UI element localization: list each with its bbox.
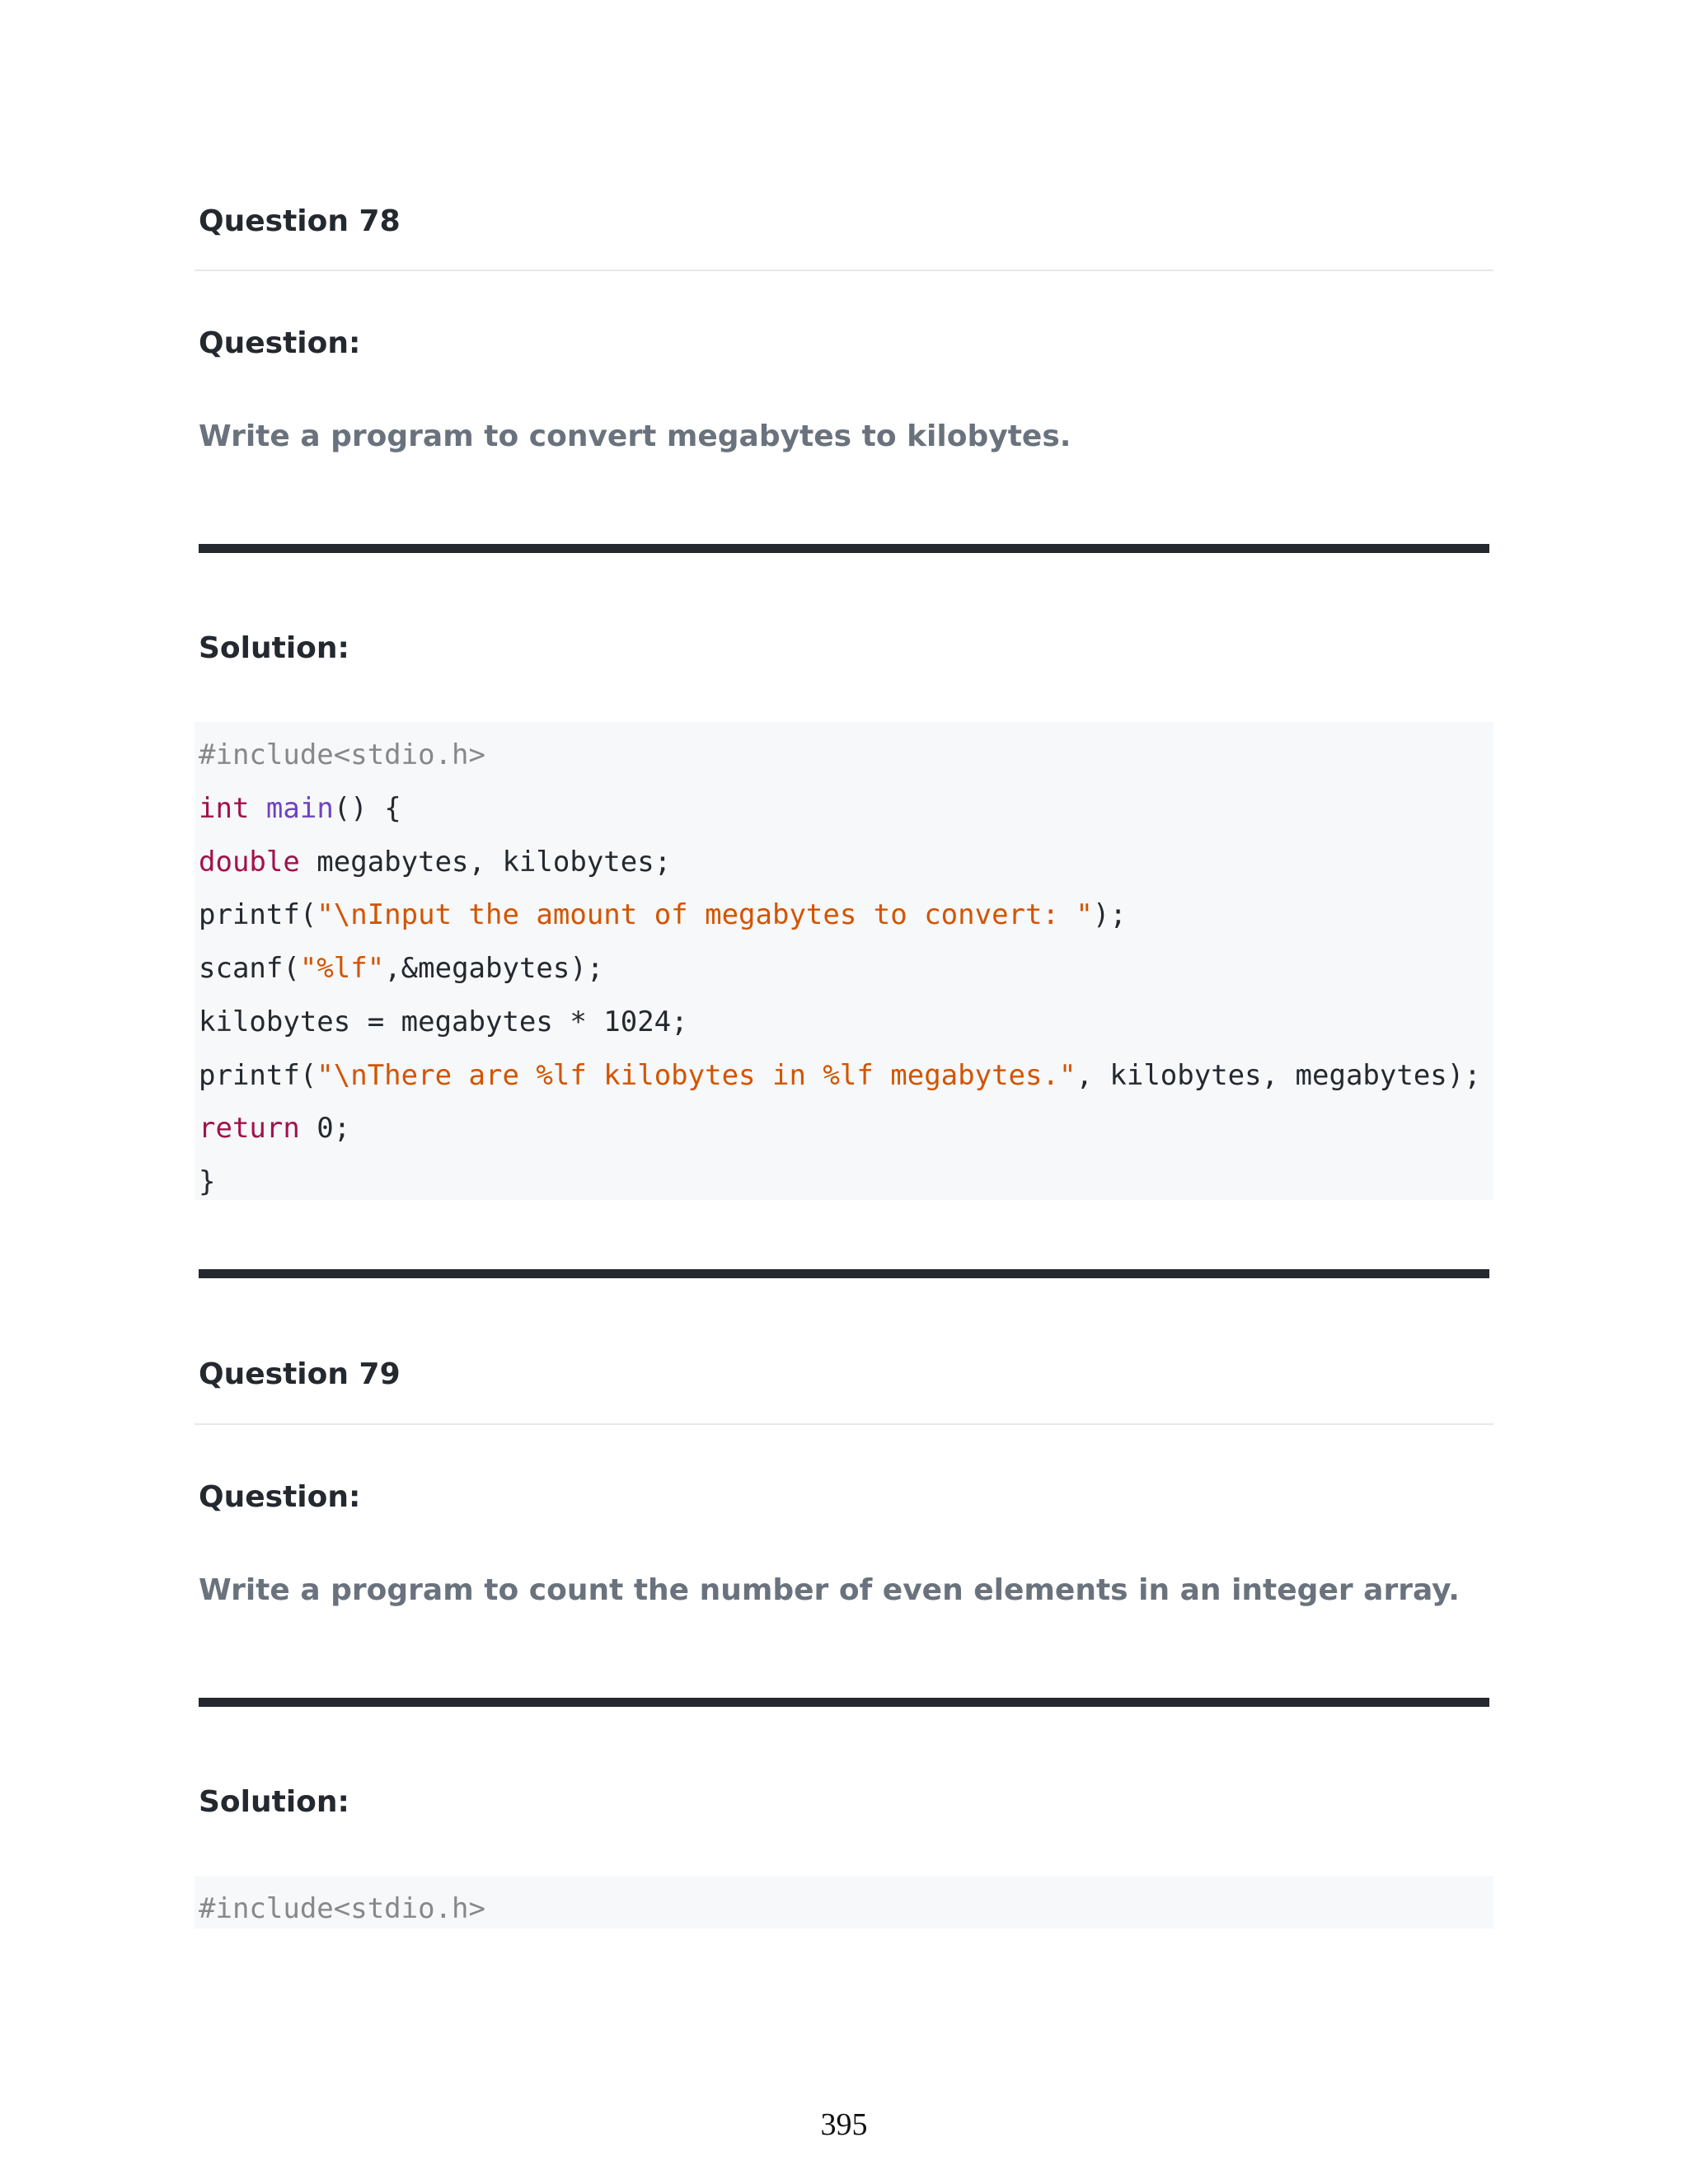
page-number: 395 [820,2107,868,2142]
code-line [199,1004,688,1040]
string-token: "\nThere are %lf kilobytes in %lf megabytes." [316,1059,1076,1092]
code-line [199,1057,1481,1094]
code-line [199,1110,350,1146]
code-text-token: printf( [199,1059,317,1092]
code-text-token: () { [333,792,401,825]
code-text-token [249,792,265,825]
question-78-question-label: Question: [199,326,361,360]
code-text-token: 0; [299,1112,351,1145]
string-token: "\nInput the amount of megabytes to convert: " [316,898,1093,931]
code-text-token: kilobytes = megabytes * 1024; [199,1005,688,1038]
question-78-solution-label: Solution: [199,631,349,665]
code-line [199,737,485,773]
question-78-text: Write a program to convert megabytes to kilobytes. [199,419,1071,453]
code-line [199,1891,485,1927]
title-divider [195,1423,1493,1425]
section-divider [199,1698,1489,1707]
question-79-code-block [195,1876,1493,1929]
question-78-title: Question 78 [199,204,401,238]
section-divider [199,1269,1489,1278]
section-divider [199,544,1489,553]
question-79-text: Write a program to count the number of even elements in an integer array. [199,1573,1460,1607]
code-line [199,790,401,827]
keyword-token: double [199,846,300,879]
string-token: "%lf" [299,952,385,985]
preprocessor-token: #include<stdio.h> [199,1892,485,1925]
code-text-token: } [199,1165,216,1198]
code-text-token: printf( [199,898,317,931]
code-text-token: ); [1092,898,1127,931]
code-line [199,1164,215,1200]
keyword-token: return [199,1112,300,1145]
code-line [199,897,1127,933]
question-79-solution-label: Solution: [199,1785,349,1819]
keyword-token: int [199,792,250,825]
preprocessor-token: #include<stdio.h> [199,738,485,771]
question-79-question-label: Question: [199,1480,361,1514]
code-line [199,950,603,987]
code-text-token: ,&megabytes); [384,952,604,985]
code-text-token: scanf( [199,952,300,985]
question-78-code-block [195,722,1493,1200]
code-text-token: , kilobytes, megabytes); [1076,1059,1481,1092]
code-text-token: megabytes, kilobytes; [299,846,672,879]
title-divider [195,269,1493,271]
function-token: main [265,792,334,825]
question-79-title: Question 79 [199,1357,401,1391]
code-line [199,844,671,880]
